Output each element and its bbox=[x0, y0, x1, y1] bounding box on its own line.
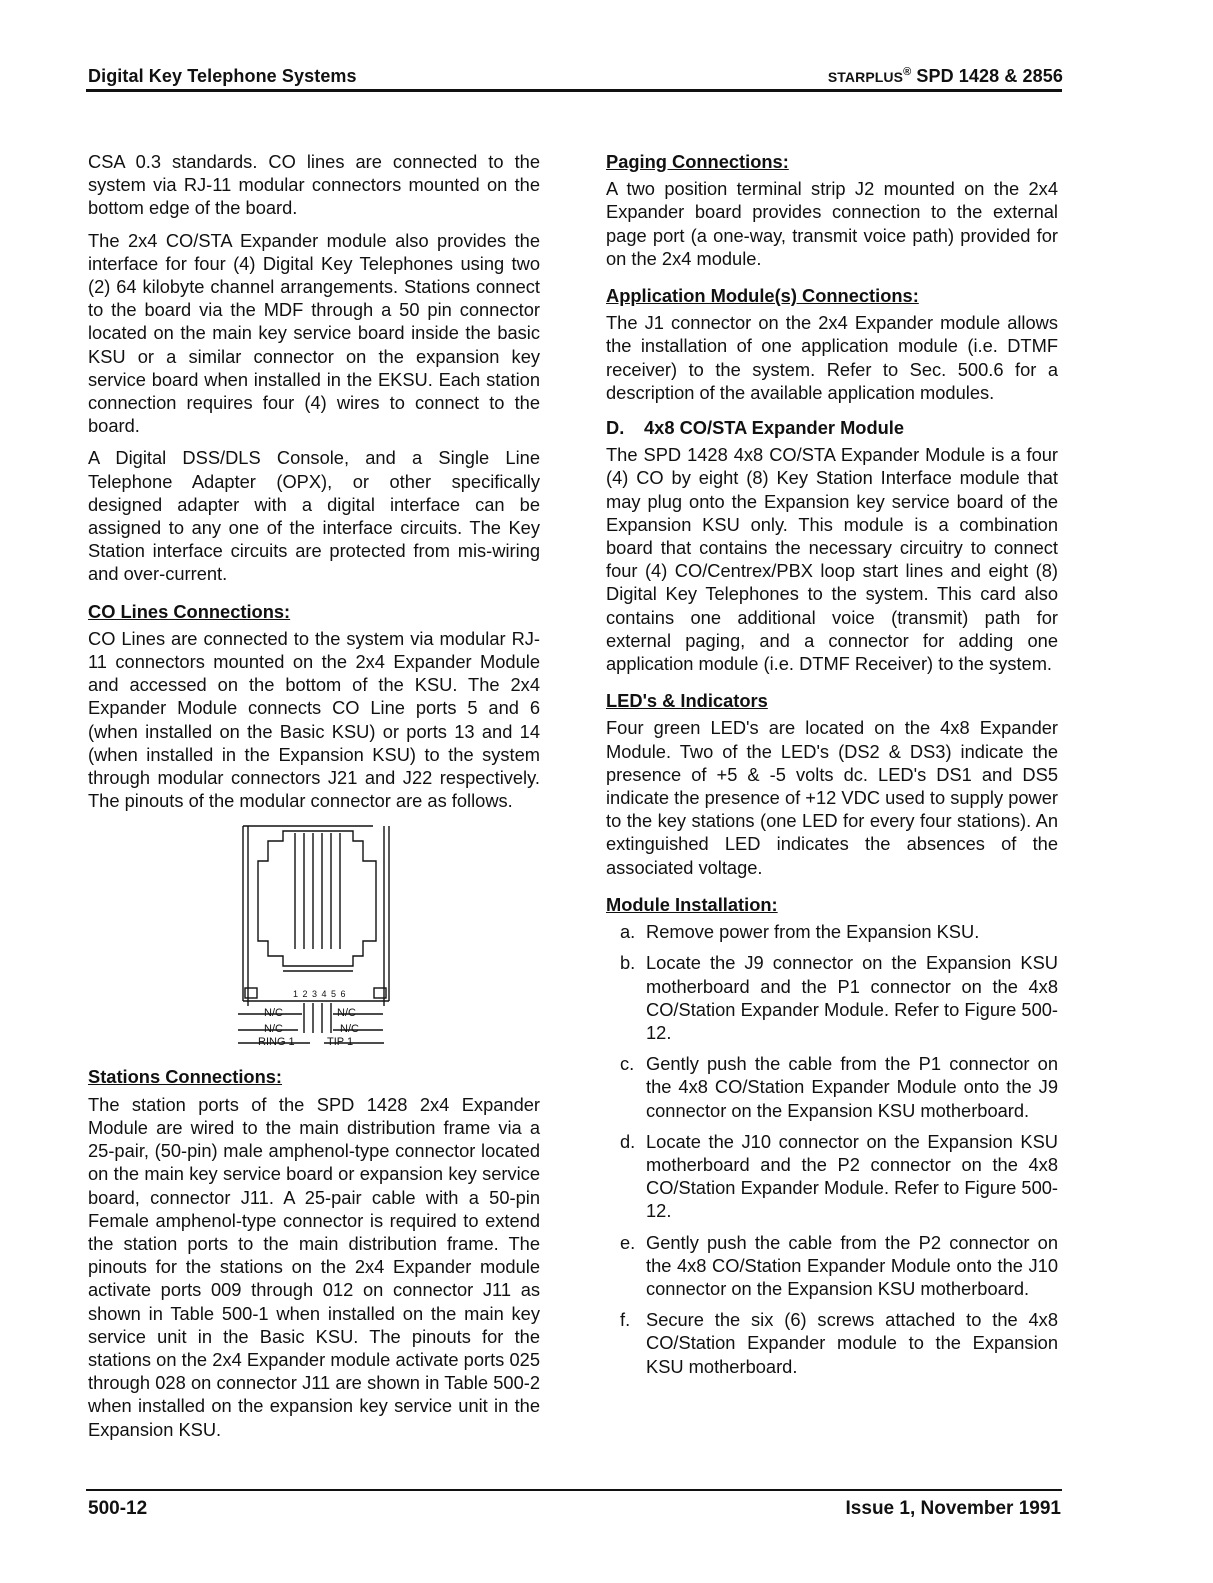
left-column bbox=[88, 150, 540, 1450]
right-column bbox=[606, 150, 1058, 1386]
label-nc-right-top: N/C bbox=[337, 1007, 356, 1020]
step-text: Gently push the cable from the P1 connector on the 4x8 CO/Station Expander Module onto the J9 connector on the Expansion KSU motherboard. bbox=[646, 1053, 1058, 1121]
header-model: SPD 1428 & 2856 bbox=[916, 66, 1063, 86]
section-d-letter: D. bbox=[606, 417, 625, 439]
header-product bbox=[828, 66, 1063, 87]
header-brand: STARPLUS bbox=[827, 69, 904, 85]
footer-rule bbox=[86, 1489, 1062, 1491]
stations-text: The station ports of the SPD 1428 2x4 Expander Module are wired to the main distribution frame via a 25-pair, (50-pin) male amphenol-type connector located on the main key service board or expansion key service board, connector J11. A 25-pair cable with a 50-pin Female amphenol-type connector is required to extend the station ports to the main distribution frame. The pinouts for the stations on the 2x4 Expander module activate ports 009 through 012 on connector J11 as shown in Table 500-1 when installed on the main key service unit in the Basic KSU. The pinouts for the stations on the 2x4 Expander module activate ports 025 through 028 on connector J11 are shown in Table 500-2 when installed on the expansion key service unit in the Expansion KSU. bbox=[88, 1093, 540, 1440]
label-nc-left-bottom: N/C bbox=[264, 1023, 283, 1036]
page-number: 500-12 bbox=[88, 1498, 148, 1519]
label-tip-1: TIP 1 bbox=[327, 1036, 354, 1049]
paragraph-dss-console: A Digital DSS/DLS Console, and a Single Line Telephone Adapter (OPX), or other specifically designed adapter with a digital interface can be assigned to any one of the interface circuits. The Key Station interface circuits are protected from mis-wiring and over-current. bbox=[88, 447, 540, 585]
paragraph-2x4-interface: The 2x4 CO/STA Expander module also provides the interface for four (4) Digital Key Telephones using two (2) 64 kilobyte channel arrangements. Stations connect to the board via the MDF through a 50 pin connector located on the main key service board inside the basic KSU or a similar connector on the expansion key service board when installed in the EKSU. Each station connection requires four (4) wires to connect to the board. bbox=[88, 229, 540, 437]
step-text: Locate the J9 connector on the Expansion KSU motherboard and the P1 connector on the 4x8 CO/Station Expander Module. Refer to Figure 500-12. bbox=[646, 952, 1058, 1043]
label-nc-right-bottom: N/C bbox=[340, 1023, 359, 1036]
section-d-heading bbox=[606, 416, 1058, 439]
step-text: Remove power from the Expansion KSU. bbox=[646, 921, 980, 943]
issue-date: Issue 1, November 1991 bbox=[845, 1498, 1061, 1519]
step-text: Secure the six (6) screws attached to the 4x8 CO/Station Expander module to the Expansion KSU motherboard. bbox=[646, 1309, 1058, 1377]
led-text: Four green LED's are located on the 4x8 Expander Module. Two of the LED's (DS2 & DS3) indicate the presence of +5 & -5 volts dc. LED's DS1 and DS5 indicate the presence of +12 VDC used to supply power to the key stations (one LED for every four stations). An extinguished LED indicates the absences of the associated voltage. bbox=[606, 717, 1058, 878]
step-marker: a. bbox=[620, 921, 636, 943]
application-heading: Application Module(s) Connections: bbox=[606, 285, 919, 307]
header-rule bbox=[86, 89, 1062, 92]
step-text: Gently push the cable from the P2 connector on the 4x8 CO/Station Expander Module onto the J10 connector on the Expansion KSU motherboard. bbox=[646, 1231, 1058, 1299]
rj11-jack-drawing bbox=[88, 821, 540, 1061]
pin-numbers: 1 2 3 4 5 6 bbox=[293, 989, 347, 1000]
led-heading: LED's & Indicators bbox=[606, 690, 768, 712]
label-nc-left-top: N/C bbox=[264, 1007, 283, 1020]
step-marker: b. bbox=[620, 952, 636, 974]
list-item bbox=[606, 951, 1058, 1044]
step-text: Locate the J10 connector on the Expansion KSU motherboard and the P2 connector on the 4x8 CO/Station Expander Module. Refer to Figure 500-12. bbox=[646, 1130, 1058, 1222]
step-marker: e. bbox=[620, 1231, 636, 1253]
rj11-pinout-diagram bbox=[88, 821, 540, 1061]
paging-heading: Paging Connections: bbox=[606, 151, 789, 172]
step-marker: d. bbox=[620, 1130, 636, 1152]
installation-heading: Module Installation: bbox=[606, 893, 778, 915]
list-item bbox=[606, 920, 1058, 943]
section-d-text: The SPD 1428 4x8 CO/STA Expander Module is a four (4) CO by eight (8) Key Station Interface module that may plug onto the Expansion key service board of the Expansion KSU only. This module is a combination board that contains the necessary circuitry to connect four (4) CO/Centrex/PBX loop start lines and eight (8) Digital Key Telephones to the system. This card also contains one additional voice (transmit) path for external paging, and a connector for adding one application module (i.e. DTMF Receiver) to the system. bbox=[606, 444, 1058, 675]
paging-text: A two position terminal strip J2 mounted on the 2x4 Expander board provides connection to the external page port (a one-way, transmit voice path) provided for on the 2x4 module. bbox=[606, 178, 1058, 269]
application-text: The J1 connector on the 2x4 Expander module allows the installation of one application module (i.e. DTMF receiver) to the system. Refer to Sec. 500.6 for a description of the available application modules. bbox=[606, 312, 1058, 403]
section-d-title: 4x8 CO/STA Expander Module bbox=[644, 417, 905, 439]
label-ring-1: RING 1 bbox=[258, 1036, 295, 1049]
installation-steps bbox=[606, 920, 1058, 1378]
list-item bbox=[606, 1231, 1058, 1301]
header-title: Digital Key Telephone Systems bbox=[88, 66, 357, 86]
co-lines-heading: CO Lines Connections: bbox=[88, 600, 291, 622]
list-item bbox=[606, 1052, 1058, 1122]
step-marker: f. bbox=[620, 1309, 631, 1331]
step-marker: c. bbox=[620, 1053, 635, 1075]
list-item bbox=[606, 1130, 1058, 1223]
list-item bbox=[606, 1308, 1058, 1378]
co-lines-text: CO Lines are connected to the system via modular RJ-11 connectors mounted on the 2x4 Expander Module and accessed on the bottom of the KSU. The 2x4 Expander Module connects CO Line ports 5 and 6 (when installed on the Basic KSU) or ports 13 and 14 (when installed in the Expansion KSU) to the system through modular connectors J21 and J22 respectively. The pinouts of the modular connector are as follows. bbox=[88, 627, 540, 812]
stations-heading: Stations Connections: bbox=[88, 1066, 282, 1088]
paragraph-csa: CSA 0.3 standards. CO lines are connected to the system via RJ-11 modular connectors mounted on the bottom edge of the board. bbox=[88, 151, 540, 219]
registered-mark: ® bbox=[903, 66, 912, 78]
